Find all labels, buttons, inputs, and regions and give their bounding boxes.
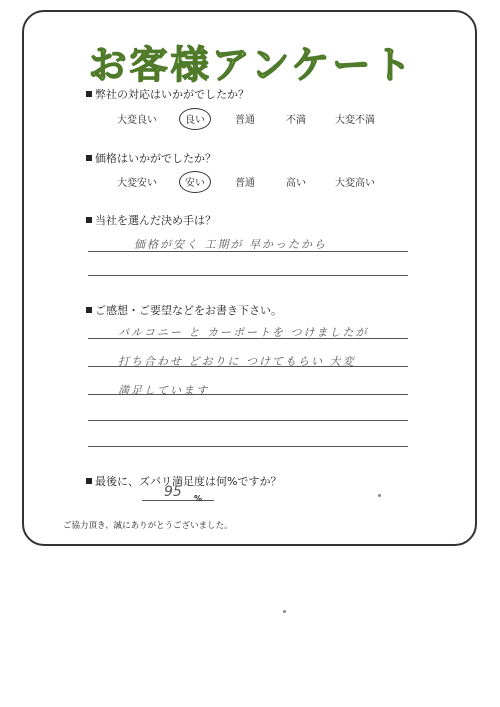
form-title: お客様アンケート [88,43,415,87]
price-option-2[interactable]: 安い [185,174,205,189]
price-option-5[interactable]: 大変高い [335,178,375,189]
square-bullet-icon [86,478,92,484]
answer-line [88,366,408,367]
satisfaction-line [142,500,214,501]
question-price [86,150,216,166]
question-reason-label: 当社を選んだ決め手は？ [95,214,216,227]
square-bullet-icon [86,91,92,97]
service-option-2[interactable]: 良い [185,111,205,126]
square-bullet-icon [86,217,92,223]
service-option-5[interactable]: 大変不満 [335,115,375,126]
comment-line-2[interactable]: 打ち合わせ どおりに つけてもらい 大変 [118,355,356,368]
answer-line [88,420,408,421]
question-reason [86,212,216,228]
question-satisfaction-label: 最後に、ズバリ満足度は何%ですか？ [95,475,282,488]
question-service [86,86,249,102]
service-option-3[interactable]: 普通 [235,115,255,126]
selected-circle-mark [179,171,211,193]
price-option-1[interactable]: 大変安い [117,178,157,189]
question-comments [86,302,282,318]
question-price-label: 価格はいかがでしたか？ [95,152,216,165]
survey-form [22,10,477,546]
answer-line [88,251,408,252]
question-service-label: 弊社の対応はいかがでしたか？ [95,88,249,101]
question-satisfaction [86,473,281,489]
square-bullet-icon [86,307,92,313]
answer-line [88,394,408,395]
reason-answer[interactable]: 価格が安く 工期が 早かったから [134,238,327,251]
thanks-footer: ご協力頂き、誠にありがとうございました。 [63,521,233,531]
service-option-1[interactable]: 大変良い [117,115,157,126]
scan-speck [378,494,381,497]
service-option-4[interactable]: 不満 [286,115,306,126]
price-option-3[interactable]: 普通 [235,178,255,189]
question-comments-label: ご感想・ご要望などをお書き下さい。 [95,304,282,317]
satisfaction-value[interactable]: 95 [164,484,182,500]
square-bullet-icon [86,155,92,161]
selected-circle-mark [179,108,211,130]
percent-unit: % [194,494,203,503]
answer-line [88,275,408,276]
answer-line [88,338,408,339]
scan-speck [283,610,286,613]
price-option-4[interactable]: 高い [286,178,306,189]
comment-line-1[interactable]: バルコニー と カーポートを つけましたが [118,326,369,339]
answer-line [88,446,408,447]
comment-line-3[interactable]: 満足しています [118,384,209,397]
